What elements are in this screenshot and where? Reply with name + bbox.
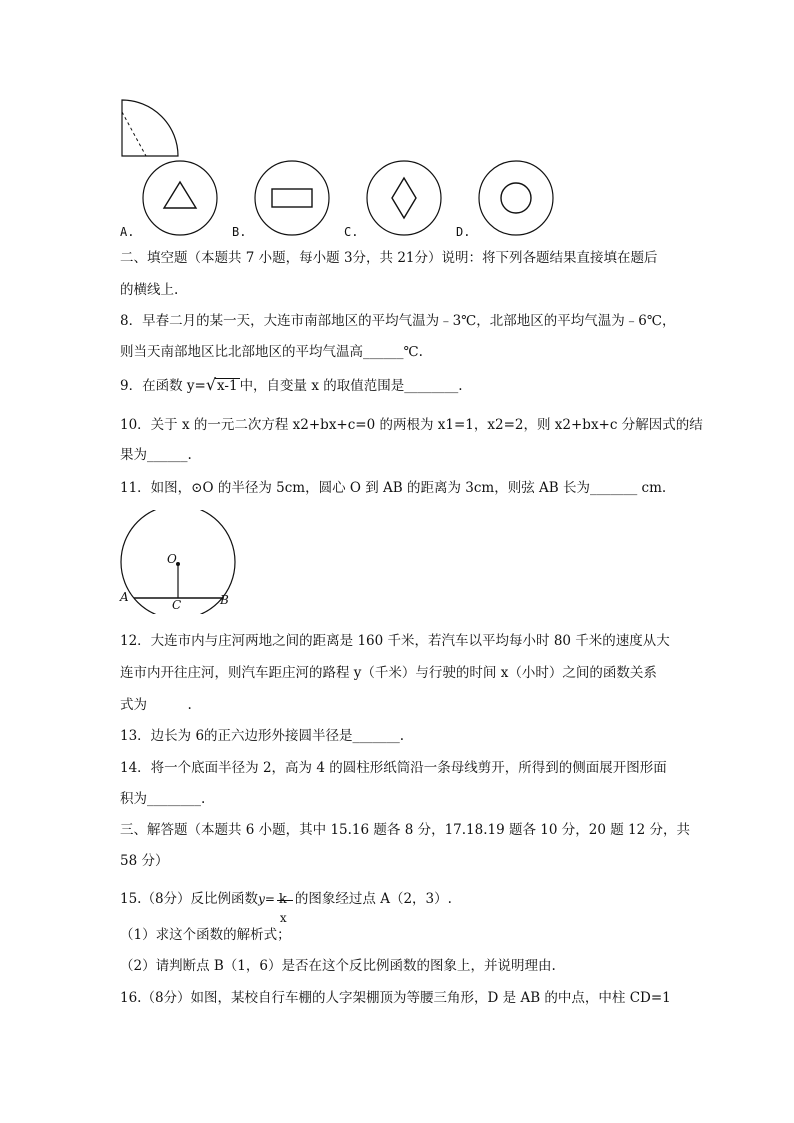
- option-c-label: C.: [344, 225, 359, 239]
- option-a-label: A.: [120, 225, 135, 239]
- q15-fraction: [275, 883, 295, 925]
- q15-line: [120, 882, 452, 925]
- q11-label-o: O: [167, 552, 177, 566]
- q13-line: 13．边长为 6的正六边形外接圆半径是_______.: [120, 728, 405, 744]
- sqrt-sign: √: [205, 375, 217, 394]
- q14-line1: 14．将一个底面半径为 2，高为 4 的圆柱形纸筒沿一条母线剪开，所得到的侧面展开图形面: [120, 760, 667, 776]
- option-b-label: B.: [232, 225, 247, 239]
- q15-part2: （2）请判断点 B（1，6）是否在这个反比例函数的图象上，并说明理由.: [120, 958, 556, 974]
- section-3-heading: 三、解答题（本题共 6 小题，其中 15.16 题各 8 分，17.18.19 题各 10 分，20 题 12 分，共: [120, 822, 690, 838]
- q11-line1: 11．如图，⊙O 的半径为 5cm，圆心 O 到 AB 的距离为 3cm，则弦 AB 长为_______ cm.: [120, 480, 667, 496]
- option-d-label: D.: [456, 225, 471, 239]
- q12-line2: 连市内开往庄河，则汽车距庄河的路程 y（千米）与行驶的时间 x（小时）之间的函数关系: [120, 665, 657, 681]
- q16-line1: 16.（8分）如图，某校自行车棚的人字架棚顶为等腰三角形，D 是 AB 的中点，中柱 CD=1: [120, 990, 671, 1006]
- q15-denominator: x: [279, 910, 287, 925]
- q9-prefix: 9．在函数 y=: [120, 378, 206, 394]
- q10-line2: 果为______.: [120, 447, 192, 463]
- q15-suffix: 的图象经过点 A（2，3）.: [294, 891, 452, 907]
- q8-line2: 则当天南部地区比北部地区的平均气温高______℃.: [120, 344, 423, 360]
- q15-part1: （1）求这个函数的解析式；: [120, 927, 291, 943]
- q9-radicand: x-1: [217, 378, 238, 394]
- option-d-figure: [476, 160, 556, 238]
- option-c-figure: [364, 160, 444, 238]
- q15-numerator: k: [278, 891, 287, 907]
- q9-suffix: 中，自变量 x 的取值范围是________.: [239, 378, 463, 394]
- q9-line: [120, 376, 463, 395]
- option-b-figure: [252, 160, 332, 238]
- quarter-circle-figure: [118, 96, 182, 160]
- option-a-figure: [140, 160, 220, 238]
- q10-line1: 10．关于 x 的一元二次方程 x2+bx+c=0 的两根为 x1=1，x2=2，则 x2+bx+c 分解因式的结: [120, 417, 703, 433]
- q12-line3: 式为 .: [120, 697, 192, 713]
- section-2-heading: 二、填空题（本题共 7 小题，每小题 3分，共 21分）说明：将下列各题结果直接填在题后: [120, 250, 658, 266]
- q8-line1: 8．早春二月的某一天，大连市南部地区的平均气温为﹣3℃，北部地区的平均气温为﹣6℃，: [120, 313, 676, 329]
- section-2-heading-cont: 的横线上.: [120, 282, 179, 298]
- q14-line2: 积为________.: [120, 791, 206, 807]
- q15-prefix: 15.（8分）反比例函数: [120, 891, 259, 907]
- q11-label-c: C: [172, 598, 182, 612]
- q11-label-a: A: [120, 590, 129, 604]
- q11-label-b: B: [220, 593, 229, 607]
- section-3-heading-cont: 58 分）: [120, 853, 169, 869]
- q15-y-eq: y=: [258, 892, 275, 906]
- q12-line1: 12．大连市内与庄河两地之间的距离是 160 千米，若汽车以平均每小时 80 千米的速度从大: [120, 633, 670, 649]
